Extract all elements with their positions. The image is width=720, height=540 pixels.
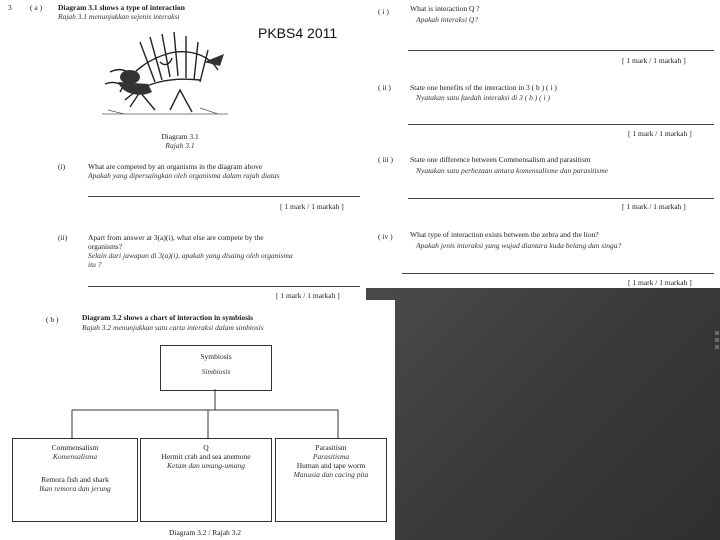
diagram-3-1-label-ms: Rajah 3.1 bbox=[165, 141, 195, 150]
ellipsis-icon bbox=[714, 328, 720, 352]
q-b-iv-number: ( iv ) bbox=[378, 232, 393, 241]
part-a-intro-en: Diagram 3.1 shows a type of interaction bbox=[58, 3, 185, 12]
worksheet-page-right bbox=[366, 0, 720, 290]
answer-line bbox=[408, 50, 714, 51]
q-b-iii-text-ms: Nyatakan satu perbezaan antara komensalisme dan parasitisme bbox=[416, 166, 609, 175]
q-b-ii-text-ms: Nyatakan satu faedah interaksi di 3 ( b ) ( i ) bbox=[416, 93, 550, 102]
commensalism-title-ms: Komensalisma bbox=[52, 452, 98, 461]
parasitism-example-ms: Manusia dan cacing pita bbox=[293, 470, 369, 479]
q-a-ii-text-en-1: Apart from answer at 3(a)(i), what else are compete by the bbox=[88, 233, 264, 242]
symbiosis-title-ms: Simbiosis bbox=[201, 367, 231, 376]
zebra-lion-illustration bbox=[100, 22, 230, 120]
answer-line bbox=[88, 196, 360, 197]
q-b-iii-text-en: State one difference between Commensalism and parasitism bbox=[410, 155, 591, 164]
q-b-i-text-en: What is interaction Q ? bbox=[410, 4, 480, 13]
parasitism-title: Parasitism bbox=[315, 443, 347, 452]
commensalism-box bbox=[12, 438, 138, 522]
commensalism-example: Remora fish and shark bbox=[41, 475, 109, 484]
q-b-iv-mark: [ 1 mark / 1 markah ] bbox=[628, 278, 692, 287]
q-example: Hermit crab and sea anemone bbox=[161, 452, 251, 461]
q-a-i-mark: [ 1 mark / 1 markah ] bbox=[280, 202, 344, 211]
q-b-iv-text-en: What type of interaction exists between the zebra and the lion? bbox=[410, 230, 599, 239]
q-b-iii-mark: [ 1 mark / 1 markah ] bbox=[622, 202, 686, 211]
worksheet-chart-sheet bbox=[0, 300, 395, 540]
dark-background-panel bbox=[366, 288, 720, 540]
parasitism-box bbox=[275, 438, 387, 522]
q-a-ii-text-ms-1: Selain dari jawapan di 3(a)(i), apakah yang disaing oleh organisma bbox=[88, 251, 293, 260]
diagram-3-2-caption: Diagram 3.2 / Rajah 3.2 bbox=[168, 528, 242, 537]
parasitism-example: Human and tape worm bbox=[296, 461, 366, 470]
q-b-iv-text-ms: Apakah jenis interaksi yang wujud diantara kuda belang dan singa? bbox=[416, 241, 622, 250]
q-box bbox=[140, 438, 272, 522]
question-number: 3 bbox=[8, 3, 12, 12]
q-a-i-text-ms: Apakah yang dipersaingkan oleh organisma dalam rajah diatas bbox=[88, 171, 280, 180]
diagram-3-1-label: Diagram 3.1 bbox=[161, 132, 199, 141]
q-b-ii-number: ( ii ) bbox=[378, 83, 391, 92]
answer-line bbox=[402, 273, 714, 274]
commensalism-example-ms: Ikan remora dan jerung bbox=[39, 484, 111, 493]
parasitism-title-ms: Parasitisma bbox=[312, 452, 350, 461]
answer-line bbox=[408, 124, 714, 125]
answer-line bbox=[408, 198, 714, 199]
q-a-i-text-en: What are competed by an organisms in the diagram above bbox=[88, 162, 263, 171]
q-b-i-mark: [ 1 mark / 1 markah ] bbox=[622, 56, 686, 65]
q-a-ii-text-en-2: organisms? bbox=[88, 242, 123, 251]
part-b-label: ( b ) bbox=[46, 315, 59, 324]
q-a-i-number: (i) bbox=[58, 162, 66, 171]
worksheet-page-left bbox=[0, 0, 366, 300]
q-a-ii-text-ms-2: itu ? bbox=[88, 260, 102, 269]
q-b-i-number: ( i ) bbox=[378, 7, 389, 16]
symbiosis-title: Symbiosis bbox=[200, 352, 232, 361]
pkbs-label: PKBS4 2011 bbox=[258, 25, 338, 41]
commensalism-title: Commensalism bbox=[51, 443, 99, 452]
q-b-ii-text-en: State one benefits of the interaction in 3 ( b ) ( i ) bbox=[410, 83, 557, 92]
answer-line bbox=[88, 286, 360, 287]
part-b-intro-ms: Rajah 3.2 menunjukkan satu carta interaksi dalam simbiosis bbox=[82, 323, 264, 332]
q-example-ms: Ketam dan umang-umang bbox=[167, 461, 245, 470]
part-a-label: ( a ) bbox=[30, 3, 43, 12]
q-title: Q bbox=[203, 443, 209, 452]
q-b-ii-mark: [ 1 mark / 1 markah ] bbox=[628, 129, 692, 138]
q-a-ii-number: (ii) bbox=[58, 233, 68, 242]
q-b-i-text-ms: Apakah interaksi Q? bbox=[416, 15, 479, 24]
part-b-intro-en: Diagram 3.2 shows a chart of interaction in symbiosis bbox=[82, 313, 254, 322]
q-a-ii-mark: [ 1 mark / 1 markah ] bbox=[276, 291, 340, 300]
part-a-intro-ms: Rajah 3.1 menunjukkan sejenis interaksi bbox=[58, 12, 180, 21]
q-b-iii-number: ( iii ) bbox=[378, 155, 393, 164]
